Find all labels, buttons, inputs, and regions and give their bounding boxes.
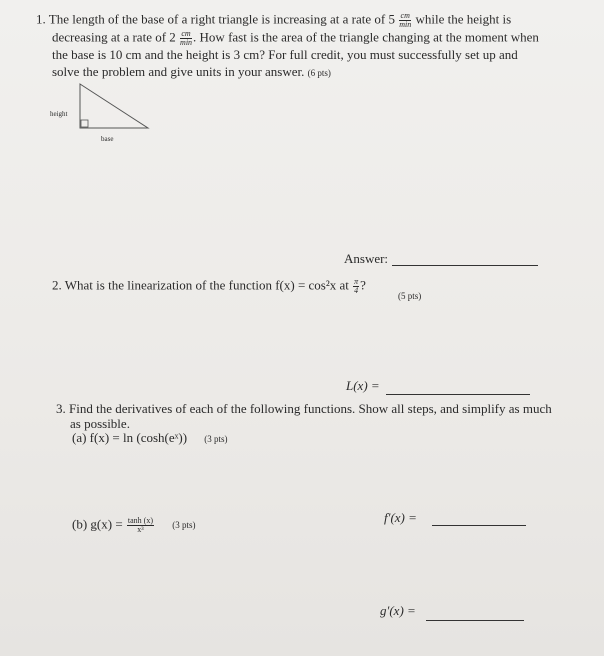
q2-number: 2. xyxy=(52,277,62,293)
q2-points: (5 pts) xyxy=(398,291,422,301)
q2-answer-blank[interactable] xyxy=(386,394,530,395)
q1-line2-text: decreasing at a rate of 2 xyxy=(52,29,176,45)
q2-point: $\frac{\pi}{4}$ xyxy=(354,277,359,295)
q3-text: Find the derivatives of each of the following functions. Show all steps, and simplify as much xyxy=(69,401,552,416)
q2-answer-label: L(x) = xyxy=(346,378,380,393)
q1-answer-blank[interactable] xyxy=(392,265,538,266)
q1-line1-end: while the height is xyxy=(415,11,512,27)
height-label: height xyxy=(50,110,68,118)
q1-line2-end: . How fast is the area of the triangle changing at the moment when xyxy=(193,29,539,45)
q1-line3: the base is 10 cm and the height is 3 cm? For full credit, you must successfully set up and xyxy=(52,47,518,62)
right-angle-marker xyxy=(81,120,88,127)
part-a-answer-blank[interactable] xyxy=(432,525,526,526)
q3-part-a xyxy=(72,431,228,446)
triangle-shape xyxy=(80,84,148,128)
q1-line2 xyxy=(52,30,539,47)
q3-part-b-fraction: $\frac{\tanh (x)}{\text{x³}}$ xyxy=(127,516,154,534)
q1-line4-text: solve the problem and give units in your answer. xyxy=(52,64,305,79)
q3-number: 3. xyxy=(56,401,66,416)
q3-part-b xyxy=(72,517,196,534)
q1-rate2-unit: $\frac{cm}{\min}$ xyxy=(180,29,193,47)
q3-part-b-text: (b) g(x) = xyxy=(72,516,123,532)
q1-answer-label: Answer: xyxy=(344,251,389,266)
q2-line xyxy=(52,278,366,295)
q2-question-mark: ? xyxy=(360,277,366,293)
q1-line1-text: The length of the base of a right triangle is increasing at a rate of 5 xyxy=(48,11,395,27)
q1-line1 xyxy=(36,12,511,29)
q3-part-b-points: (3 pts) xyxy=(172,520,196,531)
part-b-answer-label: g′(x) = xyxy=(380,603,416,618)
q1-number: 1. xyxy=(36,11,46,27)
base-label: base xyxy=(101,135,114,143)
q2-text: What is the linearization of the function f(x) = cos²x at xyxy=(64,277,349,293)
q1-rate1-unit: $\frac{cm}{\min}$ xyxy=(399,11,412,29)
q3-line1 xyxy=(56,402,552,416)
q3-part-a-points: (3 pts) xyxy=(204,434,228,444)
part-b-answer-blank[interactable] xyxy=(426,620,524,621)
part-a-answer-label: f′(x) = xyxy=(384,510,417,525)
q3-part-a-text: (a) f(x) = ln (cosh(eˣ)) xyxy=(72,430,188,445)
q1-points: (6 pts) xyxy=(307,68,331,78)
q3-line2: as possible. xyxy=(70,416,130,431)
